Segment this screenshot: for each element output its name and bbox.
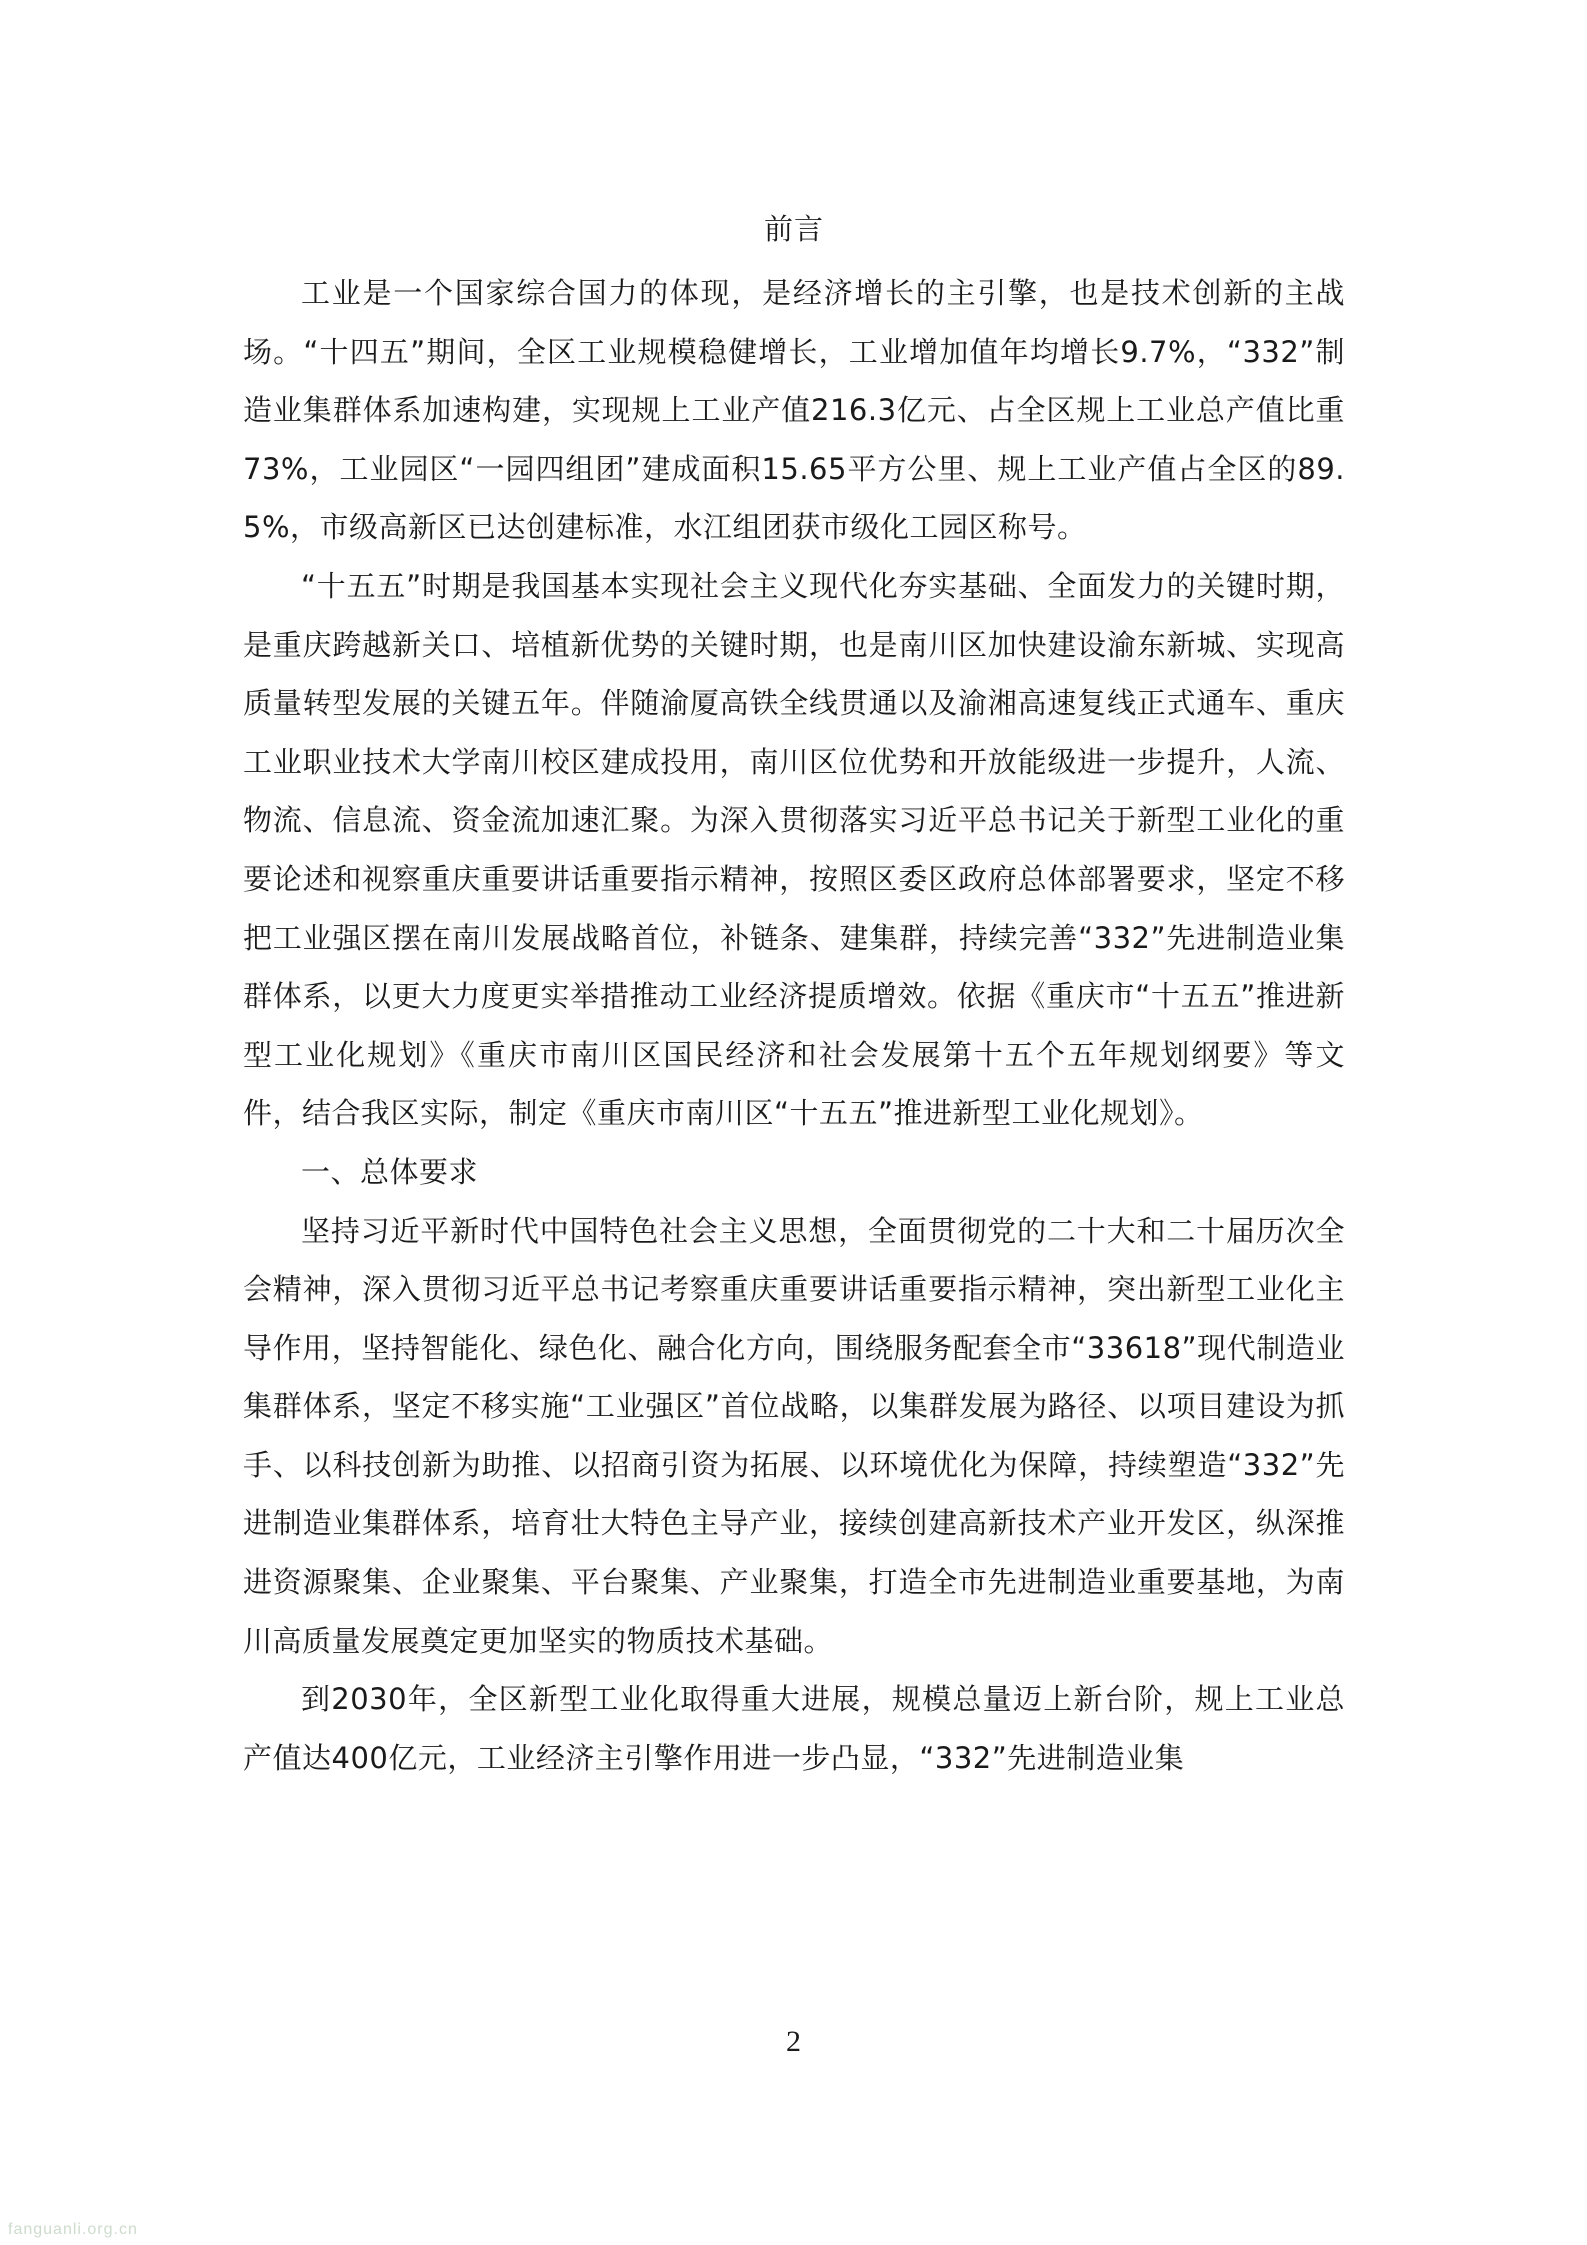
paragraph-guiding-principles: 坚持习近平新时代中国特色社会主义思想，全面贯彻党的二十大和二十届历次全会精神，深入贯彻习近平总书记考察重庆重要讲话重要指示精神，突出新型工业化主导作用，坚持智能化、绿色化、融合化方向，围绕服务配套全市“33618”现代制造业集群体系，坚定不移实施“工业强区”首位战略，以集群发展为路径、以项目建设为抓手、以科技创新为助推、以招商引资为拓展、以环境优化为保障，持续塑造“332”先进制造业集群体系，培育壮大特色主导产业，接续创建高新技术产业开发区，纵深推进资源聚集、企业聚集、平台聚集、产业聚集，打造全市先进制造业重要基地，为南川高质量发展奠定更加坚实的物质技术基础。 [243,1213,1345,1658]
page-number: 2 [786,2025,801,2058]
paragraph-targets: 到2030年，全区新型工业化取得重大进展，规模总量迈上新台阶，规上工业总产值达400亿元，工业经济主引擎作用进一步凸显，“332”先进制造业集 [243,1682,1345,1775]
page-heading: 前言 [763,212,824,246]
section-title: 一、总体要求 [301,1154,479,1189]
paragraph-context: “十五五”时期是我国基本实现社会主义现代化夯实基础、全面发力的关键时期，是重庆跨越新关口、培植新优势的关键时期，也是南川区加快建设渝东新城、实现高质量转型发展的关键五年。伴随渝厦高铁全线贯通以及渝湘高速复线正式通车、重庆工业职业技术大学南川校区建成投用，南川区位优势和开放能级进一步提升，人流、物流、信息流、资金流加速汇聚。为深入贯彻落实习近平总书记关于新型工业化的重要论述和视察重庆重要讲话重要指示精神，按照区委区政府总体部署要求，坚定不移把工业强区摆在南川发展战略首位，补链条、建集群，持续完善“332”先进制造业集群体系，以更大力度更实举措推动工业经济提质增效。依据《重庆市“十五五”推进新型工业化规划》《重庆市南川区国民经济和社会发展第十五个五年规划纲要》等文件，结合我区实际，制定《重庆市南川区“十五五”推进新型工业化规划》。 [243,568,1345,1131]
paragraph-intro: 工业是一个国家综合国力的体现，是经济增长的主引擎，也是技术创新的主战场。“十四五”期间，全区工业规模稳健增长，工业增加值年均增长9.7%，“332”制造业集群体系加速构建，实现规上工业产值216.3亿元、占全区规上工业总产值比重73%，工业园区“一园四组团”建成面积15.65平方公里、规上工业产值占全区的89.5%，市级高新区已达创建标准，水江组团获市级化工园区称号。 [243,276,1345,545]
watermark: fanguanli.org.cn [8,2221,138,2238]
document-body [243,200,1345,1787]
